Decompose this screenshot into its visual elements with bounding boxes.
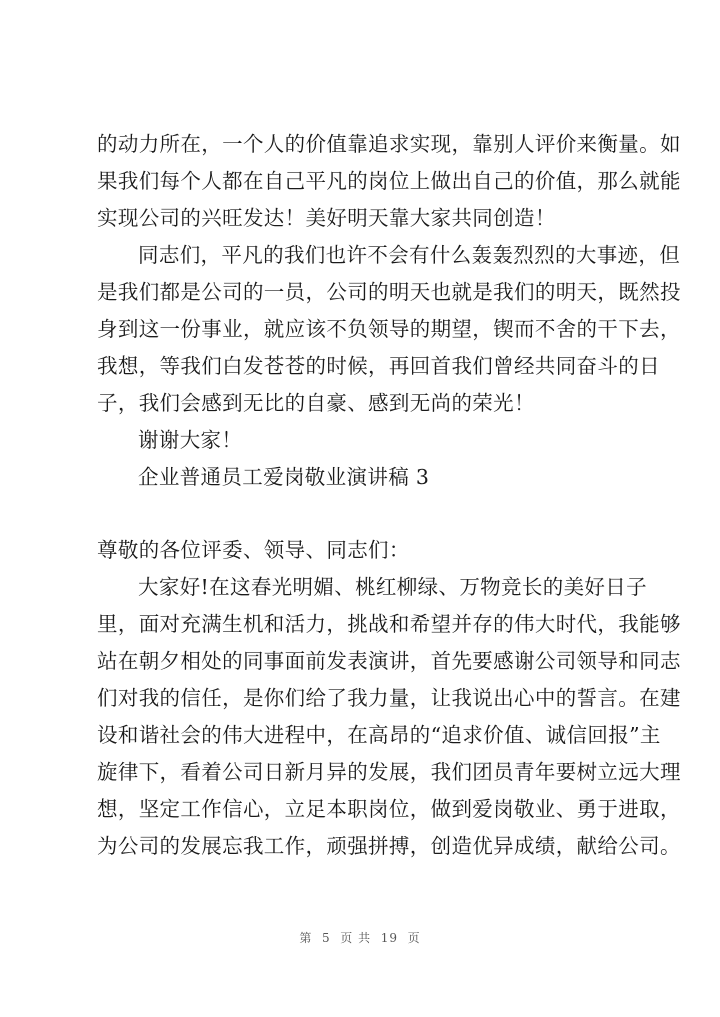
text-line: 是我们都是公司的一员，公司的明天也就是我们的明天，既然投 xyxy=(97,280,681,304)
text-line: 为公司的发展忘我工作，顽强拼搏，创造优异成绩，献给公司。 xyxy=(97,834,681,858)
text-line: 同志们，平凡的我们也许不会有什么轰轰烈烈的大事迹，但 xyxy=(138,243,681,267)
text-line: 实现公司的兴旺发达！美好明天靠大家共同创造！ xyxy=(97,206,556,230)
text-line: 身到这一份事业，就应该不负领导的期望，锲而不舍的干下去， xyxy=(97,317,681,341)
text-line: 大家好!在这春光明媚、桃红柳绿、万物竞长的美好日子 xyxy=(138,575,647,599)
text-line: 果我们每个人都在自己平凡的岗位上做出自己的价值，那么就能 xyxy=(97,169,681,193)
text-line: 设和谐社会的伟大进程中，在高昂的“追求价值、诚信回报”主 xyxy=(97,723,661,747)
text-line: 站在朝夕相处的同事面前发表演讲，首先要感谢公司领导和同志 xyxy=(97,649,681,673)
text-line: 子，我们会感到无比的自豪、感到无尚的荣光！ xyxy=(97,391,535,415)
text-line: 旋律下，看着公司日新月异的发展，我们团员青年要树立远大理 xyxy=(97,760,681,784)
salutation: 尊敬的各位评委、领导、同志们： xyxy=(97,538,410,562)
text-line: 谢谢大家！ xyxy=(138,428,243,452)
text-line: 们对我的信任，是你们给了我力量，让我说出心中的誓言。在建 xyxy=(97,686,681,710)
text-line: 想，坚定工作信心，立足本职岗位，做到爱岗敬业、勇于进取， xyxy=(97,797,681,821)
text-line: 我想，等我们白发苍苍的时候，再回首我们曾经共同奋斗的日 xyxy=(97,354,660,378)
page-number-footer: 第 5 页 共 19 页 xyxy=(299,931,421,945)
section-heading: 企业普通员工爱岗敬业演讲稿 3 xyxy=(138,465,430,489)
text-line: 的动力所在，一个人的价值靠追求实现，靠别人评价来衡量。如 xyxy=(97,132,681,156)
text-line: 里，面对充满生机和活力，挑战和希望并存的伟大时代，我能够 xyxy=(97,612,681,636)
